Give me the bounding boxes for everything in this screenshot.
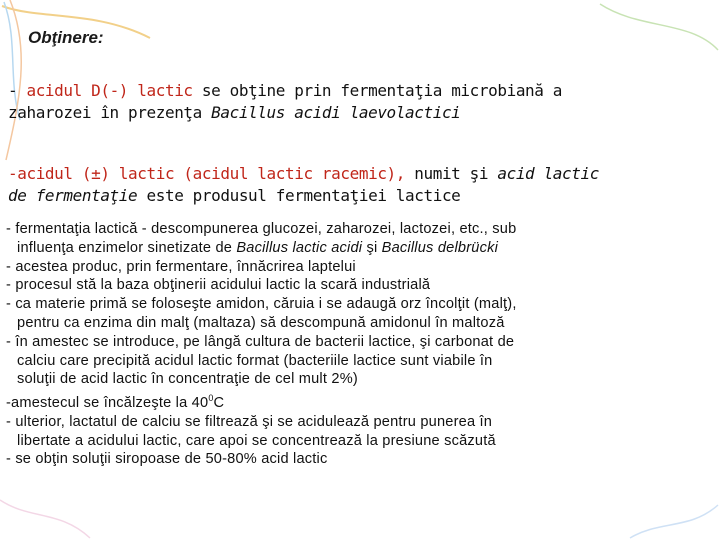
list-item xyxy=(6,258,712,277)
list-item xyxy=(6,220,712,258)
text: se obţine prin fermentaţia microbiană a xyxy=(192,81,562,100)
text: este produsul fermentaţiei lactice xyxy=(137,186,461,205)
paragraph-line xyxy=(8,185,708,207)
paragraph-line xyxy=(8,102,708,124)
list-text: - procesul stă la baza obţinerii acidului lactic la scară industrială xyxy=(6,277,431,294)
list-continuation: libertate a acidului lactic, care apoi se concentrează la presiune scăzută xyxy=(17,432,496,449)
superscript: 0 xyxy=(208,393,214,404)
list-continuation: pentru ca enzima din malţ (maltaza) să descompună amidonul în maltoză xyxy=(17,314,505,331)
list-text: - în amestec se introduce, pe lângă cultura de bacterii lactice, şi carbonat de xyxy=(6,333,515,350)
organism-name: Bacillus acidi laevolactici xyxy=(211,103,461,122)
organism-name: Bacillus lactic acidi xyxy=(236,239,363,256)
list-text: - acestea produc, prin fermentare, înnăcrirea laptelui xyxy=(6,258,356,275)
paragraph-line xyxy=(8,163,708,185)
list-text: - ulterior, lactatul de calciu se filtrează şi se acidulează pentru punerea în xyxy=(6,413,493,430)
swirl-top-right xyxy=(600,4,718,50)
paragraph-d-lactic xyxy=(8,80,708,124)
text: zaharozei în prezenţa xyxy=(8,103,212,122)
list-text: - se obţin soluţii siropoase de 50-80% acid lactic xyxy=(6,451,328,468)
italic-term: de fermentaţie xyxy=(8,186,138,205)
list-item xyxy=(6,295,712,333)
term-d-lactic: acidul D(-) lactic xyxy=(26,81,193,100)
dash: - xyxy=(8,81,27,100)
list-continuation xyxy=(17,239,712,258)
list-text: influenţa enzimelor sinetizate de xyxy=(17,239,237,256)
page-title: Obţinere: xyxy=(28,28,104,47)
italic-term: acid lactic xyxy=(497,164,599,183)
list-continuation: calciu care precipită acidul lactic format (bacteriile lactice sunt viabile în xyxy=(17,352,493,369)
list-text: C xyxy=(213,395,225,412)
paragraph-racemic xyxy=(8,163,708,207)
organism-name: Bacillus delbrücki xyxy=(381,239,499,256)
term-racemic: -acidul (±) lactic (acidul lactic racemic), xyxy=(8,164,406,183)
swirl-bottom-left xyxy=(0,500,90,538)
process-list xyxy=(6,220,712,469)
list-continuation: soluţii de acid lactic în concentraţie de cel mult 2%) xyxy=(17,371,358,388)
list-item xyxy=(6,450,712,469)
paragraph-line xyxy=(8,80,708,102)
list-item xyxy=(6,333,712,389)
swirl-bottom-right xyxy=(630,505,718,538)
list-text: şi xyxy=(362,239,382,256)
text: numit şi xyxy=(405,164,498,183)
list-text: -amestecul se încălzeşte la 40 xyxy=(6,395,209,412)
list-item xyxy=(6,413,712,451)
list-text: - fermentaţia lactică - descompunerea glucozei, zaharozei, lactozei, etc., sub xyxy=(6,221,517,237)
list-item xyxy=(6,389,712,413)
list-text: - ca materie primă se foloseşte amidon, căruia i se adaugă orz încolţit (malţ), xyxy=(6,296,517,313)
list-item xyxy=(6,276,712,295)
